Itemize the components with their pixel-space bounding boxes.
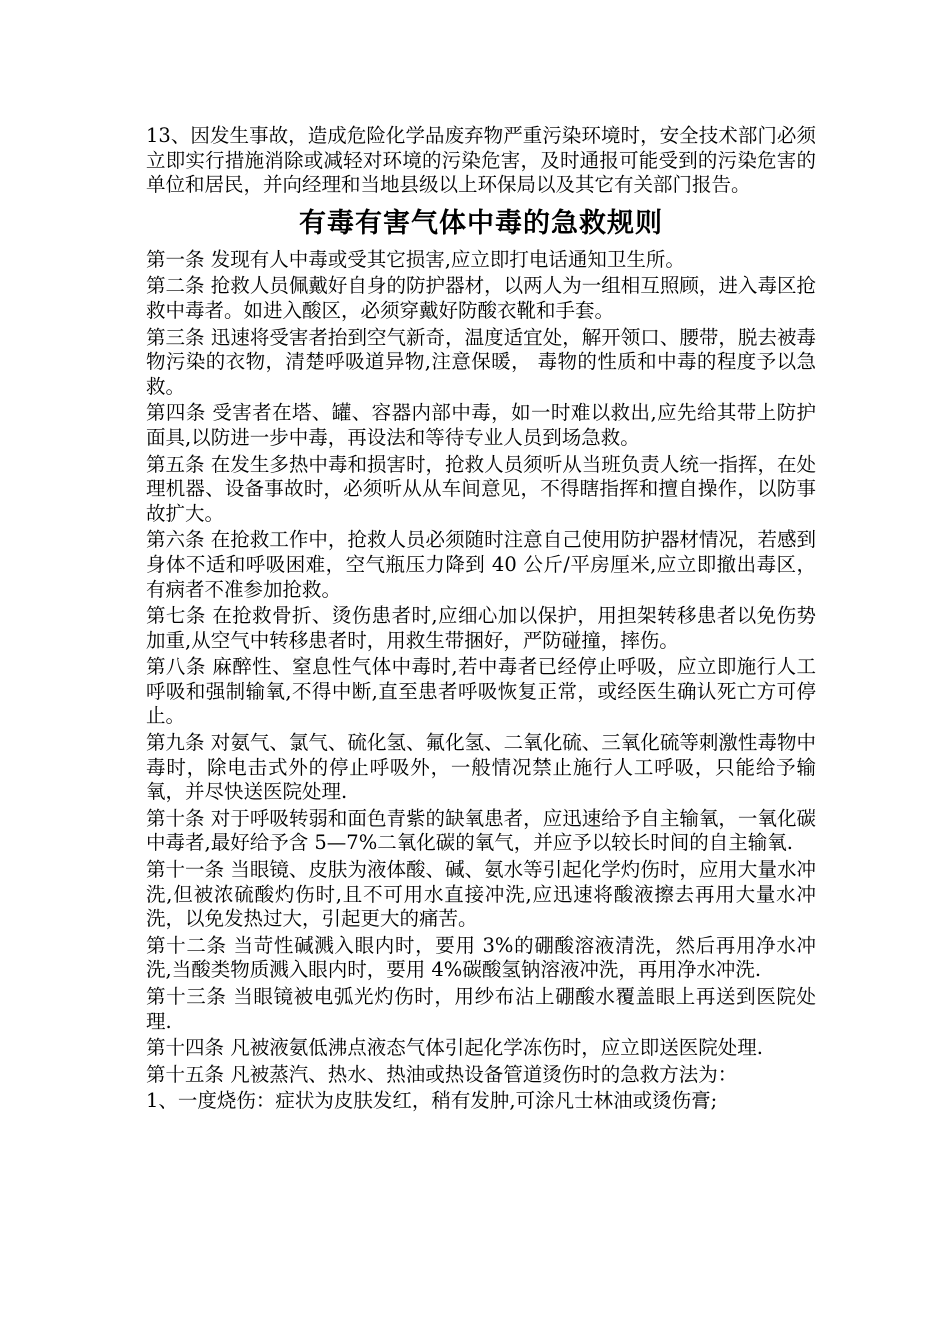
article-4: 第四条 受害者在塔、罐、容器内部中毒，如一时难以救出,应先给其带上防护面具,以防进一步中毒，再设法和等待专业人员到场急救。: [146, 401, 816, 449]
article-8: 第八条 麻醉性、窒息性气体中毒时,若中毒者已经停止呼吸，应立即施行人工呼吸和强制输氧,不得中断,直至患者呼吸恢复正常，或经医生确认死亡方可停止。: [146, 655, 816, 728]
article-2: 第二条 抢救人员佩戴好自身的防护器材，以两人为一组相互照顾，进入毒区抢救中毒者。如进入酸区，必须穿戴好防酸衣靴和手套。: [146, 274, 816, 322]
article-1: 第一条 发现有人中毒或受其它损害,应立即打电话通知卫生所。: [146, 247, 685, 271]
section-title: 有毒有害气体中毒的急救规则: [299, 207, 663, 239]
article-list: [146, 248, 816, 1114]
article-9: 第九条 对氨气、氯气、硫化氢、氟化氢、二氧化硫、三氧化硫等刺激性毒物中毒时，除电击式外的停止呼吸外，一般情况禁止施行人工呼吸，只能给予输氧，并尽快送医院处理.: [146, 731, 816, 804]
article-5: 第五条 在发生多热中毒和损害时，抢救人员须听从当班负责人统一指挥，在处理机器、设备事故时，必须听从从车间意见，不得瞎指挥和擅自操作，以防事故扩大。: [146, 452, 816, 525]
article-12: 第十二条 当苛性碱溅入眼内时，要用 3%的硼酸溶液清洗，然后再用净水冲洗,当酸类物质溅入眼内时，要用 4%碳酸氢钠溶液冲洗，再用净水冲洗.: [146, 933, 816, 982]
article-7: 第七条 在抢救骨折、烫伤患者时,应细心加以保护，用担架转移患者以免伤势加重,从空气中转移患者时，用救生带捆好，严防碰撞，摔伤。: [146, 604, 816, 652]
article-6: 第六条 在抢救工作中，抢救人员必须随时注意自己使用防护器材情况，若感到身体不适和呼吸困难，空气瓶压力降到 40 公斤/平房厘米,应立即撤出毒区，有病者不准参加抢救。: [146, 528, 816, 601]
article-3: 第三条 迅速将受害者抬到空气新奇，温度适宜处，解开领口、腰带，脱去被毒物污染的衣物，清楚呼吸道异物,注意保暖， 毒物的性质和中毒的程度予以急救。: [146, 325, 816, 398]
article-15: 第十五条 凡被蒸汽、热水、热油或热设备管道烫伤时的急救方法为：: [146, 1062, 738, 1086]
article-11: 第十一条 当眼镜、皮肤为液体酸、碱、氨水等引起化学灼伤时，应用大量水冲洗,但被浓硫酸灼伤时,且不可用水直接冲洗,应迅速将酸液擦去再用大量水冲洗，以免发热过大，引起更大的痛苦。: [146, 858, 816, 931]
article-15-item-1: 1、一度烧伤：症状为皮肤发红，稍有发肿,可涂凡士林油或烫伤膏;: [146, 1089, 718, 1113]
article-10: 第十条 对于呼吸转弱和面色青紫的缺氧患者，应迅速给予自主输氧，一氧化碳中毒者,最好给予含 5—7%二氧化碳的氧气，并应予以较长时间的自主输氧.: [146, 806, 816, 855]
document-page: [146, 124, 816, 1116]
article-13: 第十三条 当眼镜被电弧光灼伤时，用纱布沾上硼酸水覆盖眼上再送到医院处理.: [146, 985, 816, 1033]
intro-paragraph: 13、因发生事故，造成危险化学品废弃物严重污染环境时，安全技术部门必须立即实行措施消除或减轻对环境的污染危害，及时通报可能受到的污染危害的单位和居民，并向经理和当地县级以上环保局以及其它有关部门报告。: [146, 124, 816, 197]
article-14: 第十四条 凡被液氨低沸点液态气体引起化学冻伤时，应立即送医院处理.: [146, 1036, 763, 1060]
